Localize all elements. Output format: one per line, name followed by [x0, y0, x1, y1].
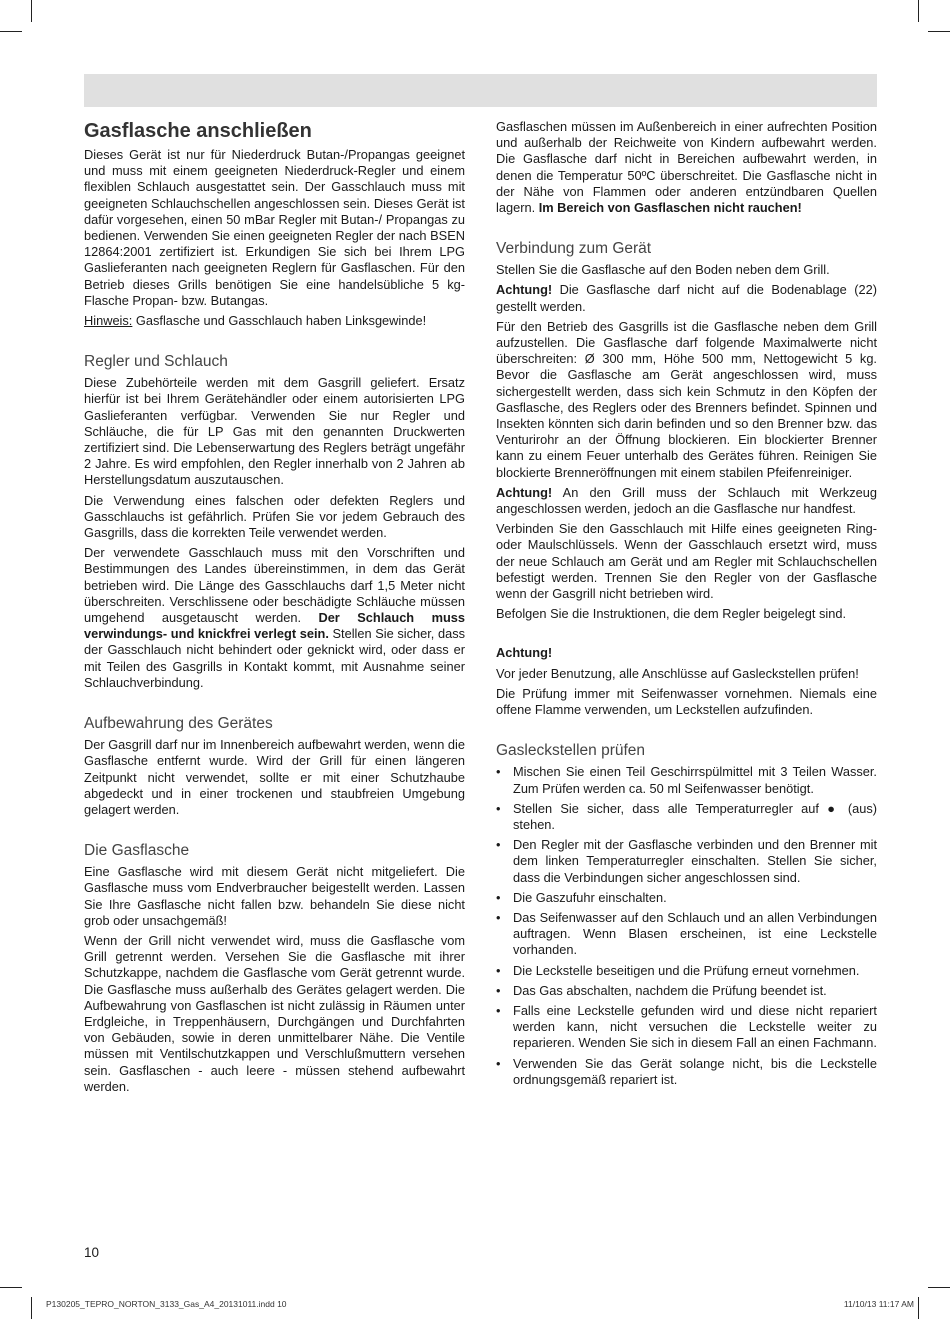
check-list	[496, 764, 877, 1088]
text: Stellen Sie sicher, dass der Gasschlauch nicht behindert oder geknickt wird, oder dass er mit Teilen des Gasgrills in Kontakt kommt, mit Ausnahme seiner Schlauchverbindung.	[84, 626, 465, 690]
header-bar	[84, 74, 877, 107]
paragraph: Eine Gasflasche wird mit diesem Gerät nicht mitgeliefert. Die Gasflasche muss vom Endverbraucher beigestellt werden. Lassen Sie Ihre Gasflasche nicht fallen bzw. behandeln Sie diese nicht grob oder unsachgemäß!	[84, 864, 465, 928]
footer-file: P130205_TEPRO_NORTON_3133_Gas_A4_20131011.indd 10	[46, 1299, 287, 1309]
list-item	[496, 890, 877, 906]
paragraph	[496, 282, 877, 314]
crop-mark	[31, 1297, 32, 1319]
text: Den Regler mit der Gasflasche verbinden und den Brenner mit dem linken Temperaturregler einschalten. Stellen Sie sicher, dass die Verbindungen sicher angeschlossen sind.	[513, 837, 877, 885]
text: Die Gasflasche darf nicht auf die Bodenablage (22) gestellt werden.	[496, 282, 877, 314]
heading-regler: Regler und Schlauch	[84, 353, 228, 371]
page-number: 10	[84, 1245, 100, 1260]
paragraph: Befolgen Sie die Instruktionen, die dem Regler beigelegt sind.	[496, 606, 847, 622]
text: Stellen Sie sicher, dass alle Temperaturregler auf	[513, 800, 828, 816]
paragraph	[84, 545, 465, 691]
text: Das Gas abschalten, nachdem die Prüfung beendet ist.	[513, 982, 827, 998]
crop-mark	[0, 31, 22, 32]
bullet-icon: •	[496, 889, 501, 905]
warning-label: Achtung!	[496, 282, 553, 298]
crop-mark	[31, 0, 32, 22]
text: Die Gaszufuhr einschalten.	[513, 889, 667, 905]
right-column	[496, 119, 877, 1092]
heading-aufbewahrung: Aufbewahrung des Gerätes	[84, 715, 273, 733]
warning-heading	[496, 645, 877, 661]
bullet-icon: •	[496, 982, 501, 998]
section-title: Gasflasche anschließen	[84, 120, 312, 142]
bullet-icon: •	[496, 962, 501, 978]
text: Der verwendete Gasschlauch muss mit den Vorschriften und Bestimmungen des Landes übereinstimmen, in dem das Gerät betrieben wird. Die Länge des Gasschlauchs darf 1,5 Meter nicht überschreiten. Verschlissene oder beschädigte Schläuche müssen umgehend ausgetauscht werden.	[84, 545, 465, 626]
hint-text: Gasflasche und Gasschlauch haben Linksgewinde!	[132, 313, 427, 329]
crop-mark	[0, 1287, 22, 1288]
footer-datetime: 11/10/13 11:17 AM	[843, 1299, 914, 1309]
paragraph	[496, 485, 877, 517]
bold-text: Der Schlauch muss verwindungs- und knickfrei verlegt sein.	[84, 610, 465, 642]
bullet-icon: •	[496, 909, 501, 925]
list-item	[496, 764, 877, 796]
text: Falls eine Leckstelle gefunden wird und diese nicht repariert werden kann, nicht versuchen die Leckstelle weiter zu reparieren. Wenden Sie sich in diesem Fall an einen Fachmann.	[513, 1002, 877, 1051]
text: Verwenden Sie das Gerät solange nicht, bis die Leckstelle ordnungsgemäß repariert ist.	[513, 1055, 877, 1087]
heading-gasflasche: Die Gasflasche	[84, 842, 190, 860]
crop-mark	[918, 1297, 919, 1319]
left-column	[84, 119, 465, 1099]
paragraph: Verbinden Sie den Gasschlauch mit Hilfe eines geeigneten Ring- oder Maulschlüssels. Wenn der Gasschlauch ersetzt wird, muss der neue Schlauch am Gerät und am Regler mit Schlauchschellen befestigt werden. Trennen Sie den Regler von der Gasflasche wenn der Gasgrill nicht betrieben wird.	[496, 521, 877, 602]
paragraph: Die Prüfung immer mit Seifenwasser vornehmen. Niemals eine offene Flamme verwenden, um Leckstellen aufzufinden.	[496, 685, 877, 718]
text: (aus) stehen.	[513, 800, 877, 832]
warning-label: Achtung!	[496, 484, 553, 500]
text: Das Seifenwasser auf den Schlauch und an allen Verbindungen auftragen. Wenn Blasen erscheinen, ist eine Leckstelle vorhanden.	[513, 909, 877, 958]
hint-label: Hinweis:	[84, 313, 133, 329]
paragraph: Die Verwendung eines falschen oder defekten Reglers und Gasschlauchs ist gefährlich. Prüfen Sie vor jedem Gebrauch des Gasgrills, dass die korrekten Teile verwendet werden.	[84, 492, 465, 541]
list-item	[496, 801, 877, 833]
bullet-icon: •	[496, 1055, 501, 1071]
intro-paragraph: Dieses Gerät ist nur für Niederdruck Butan-/Propangas geeignet und muss mit einem geeigneten Niederdruck-Regler und einem flexiblen Schlauch ausgestattet sein. Der Gasschlauch muss mit geeigneten Schlauchschellen angeschlossen sein. Dieses Gerät ist dafür vorgesehen, einen 50 mBar Regler mit Butan-/ Propangas zu bedienen. Verwenden Sie einen geeigneten Regler der nach BSEN 12864:2001 zertifiziert ist. Erkundigen Sie sich bei Ihrem LPG Gaslieferanten nach geeigneten Reglern für Gasflaschen. Für den Betrieb dieses Grills benötigen Sie eine handelsübliche 5 kg-Flasche Propan- bzw. Butangas.	[84, 147, 465, 308]
paragraph: Diese Zubehörteile werden mit dem Gasgrill geliefert. Ersatz hierfür ist bei Ihrem Gerätehändler oder einem autorisierten LPG Gaslieferanten verfügbar. Verwenden Sie nur Regler und Schläuche, die für LP Gas mit den genannten Druckwerten zertifiziert sind. Die Lebenserwartung des Reglers beträgt ungefähr 2 Jahre. Es wird empfohlen, den Regler innerhalb von 2 Jahren ab Herstellungsdatum auszutauschen.	[84, 375, 465, 488]
paragraph: Der Gasgrill darf nur im Innenbereich aufbewahrt werden, wenn die Gasflasche entfernt wurde. Wird der Grill für einen längeren Zeitpunkt nicht verwendet, sollte er mit einer Schutzhaube abgedeckt und in einer trockenen und staubfreien Umgebung gelagert werden.	[84, 737, 465, 817]
crop-mark	[918, 0, 919, 22]
list-item	[496, 983, 877, 999]
paragraph: Für den Betrieb des Gasgrills ist die Gasflasche neben dem Grill aufzustellen. Die Gasflasche darf folgende Maximalwerte nicht überschreiten: Ø 300 mm, Höhe 500 mm, Nettogewicht 5 kg. Bevor die Gasflasche am Gerät angeschlossen wird, muss sichergestellt werden, dass sich kein Schmutz in den Köpfen der Gasflasche, des Reglers oder des Brenners befindet. Spinnen und Insekten könnten sich darin befinden und so den Brenner bzw. das Venturirohr an der Öffnung blockieren. Ein blockierter Brenner kann zu einem Feuer unterhalb des Gerätes führen. Reinigen Sie blockierte Brenneröffnungen mit einem stabilen Pfeifenreiniger.	[496, 318, 877, 480]
bullet-icon: •	[496, 800, 501, 816]
paragraph: Vor jeder Benutzung, alle Anschlüsse auf Gasleckstellen prüfen!	[496, 665, 859, 681]
text: Mischen Sie einen Teil Geschirrspülmittel mit 3 Teilen Wasser. Zum Prüfen werden ca. 50 ml Seifenwasser benötigt.	[513, 764, 877, 796]
bold-text: Im Bereich von Gasflaschen nicht rauchen!	[538, 200, 802, 216]
list-item	[496, 910, 877, 959]
text: Die Leckstelle beseitigen und die Prüfung erneut vornehmen.	[513, 962, 860, 978]
hint-paragraph	[84, 313, 465, 329]
list-item	[496, 963, 877, 979]
text: Gasflaschen müssen im Außenbereich in einer aufrechten Position und außerhalb der Reichweite von Kindern aufbewahrt werden. Die Gasflasche darf nicht in Bereichen aufbewahrt werden, in denen die Temperatur 50ºC überschreitet. Die Gasflasche nicht in der Nähe von Flammen oder anderen entzündbaren Quellen lagern.	[496, 119, 877, 216]
bullet-icon: •	[496, 837, 501, 853]
paragraph: Wenn der Grill nicht verwendet wird, muss die Gasflasche vom Grill getrennt werden. Versehen Sie die Gasflasche mit ihrer Schutzkappe, nachdem die Gasflasche vom Gerät getrennt wurde. Die Gasflasche muss außerhalb des Gerätes gelagert werden. Die Aufbewahrung von Gasflaschen ist nicht zulässig in Räumen unter Erdgleiche, in Treppenhäusern, Durchgängen und Durchfahrten von Gebäuden, sowie in deren unmittelbarer Nähe. Die Ventile müssen mit Ventilschutzkappen und Verschlußmuttern versehen sein. Gasflaschen - auch leere - müssen stehend aufbewahrt werden.	[84, 932, 465, 1094]
bullet-icon: •	[496, 764, 501, 780]
heading-verbindung: Verbindung zum Gerät	[496, 240, 652, 258]
warning-label: Achtung!	[496, 645, 553, 661]
list-item	[496, 1003, 877, 1052]
bullet-icon: •	[496, 1002, 501, 1018]
list-item	[496, 1056, 877, 1088]
list-item	[496, 837, 877, 886]
heading-leckstellen: Gasleckstellen prüfen	[496, 742, 646, 760]
off-dot-icon: ●	[827, 800, 840, 816]
text: An den Grill muss der Schlauch mit Werkzeug angeschlossen werden, jedoch an die Gasflasche nur handfest.	[496, 484, 877, 517]
crop-mark	[928, 1287, 950, 1288]
paragraph: Stellen Sie die Gasflasche auf den Boden neben dem Grill.	[496, 262, 830, 278]
crop-mark	[928, 31, 950, 32]
paragraph	[496, 119, 877, 216]
